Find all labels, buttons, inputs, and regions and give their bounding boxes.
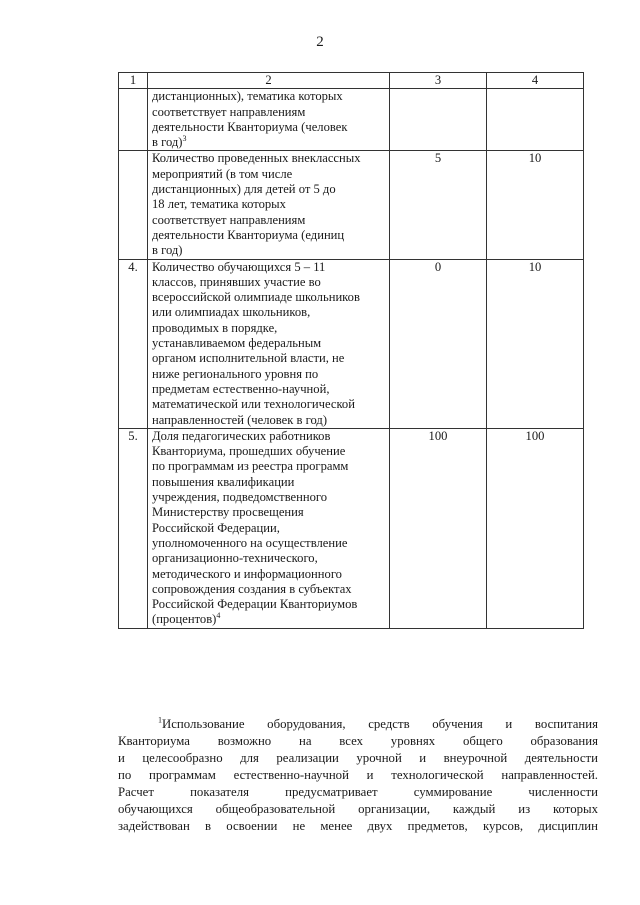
description-line: проводимых в порядке, [152, 320, 278, 335]
description-line: в год) [152, 243, 183, 258]
description-line: математической или технологической [152, 397, 355, 412]
description-line: методического и информационного [152, 566, 342, 581]
footnote-reference: 4 [216, 611, 221, 621]
footnote-line: задействован в освоении не менее двух предметов, курсов, дисциплин [118, 819, 598, 833]
row-number [119, 151, 148, 259]
header-col-4: 4 [487, 73, 584, 89]
table-row [119, 259, 584, 428]
row-description [148, 151, 390, 259]
description-line: Количество проведенных внеклассных [152, 151, 361, 166]
header-col-2: 2 [148, 73, 390, 89]
target-value: 10 [487, 151, 584, 259]
table-header-row [119, 73, 584, 89]
table-row [119, 151, 584, 259]
description-line: мероприятий (в том числе [152, 166, 293, 181]
description-line: учреждения, подведомственного [152, 490, 328, 505]
description-line: деятельности Кванториума (человек [152, 119, 348, 134]
baseline-value [390, 89, 487, 151]
table-row [119, 89, 584, 151]
page-number: 2 [316, 34, 324, 50]
row-number [119, 89, 148, 151]
footnote-line: обучающихся общеобразовательной организации, каждый из которых [118, 802, 598, 816]
description-line: Кванториума, прошедших обучение [152, 444, 346, 459]
description-line: классов, принявших участие во [152, 274, 321, 289]
row-description [148, 259, 390, 428]
baseline-value: 5 [390, 151, 487, 259]
header-col-3: 3 [390, 73, 487, 89]
description-line: сопровождения создания в субъектах [152, 581, 352, 596]
target-value [487, 89, 584, 151]
row-description [148, 428, 390, 628]
description-line: 18 лет, тематика которых [152, 197, 286, 212]
description-line: соответствует направлениям [152, 212, 306, 227]
row-number: 4. [119, 259, 148, 428]
table-row [119, 428, 584, 628]
description-line: организационно-технического, [152, 551, 318, 566]
description-line: соответствует направлениям [152, 104, 306, 119]
description-line: деятельности Кванториума (единиц [152, 227, 345, 242]
description-line: Российской Федерации Кванториумов [152, 597, 358, 612]
footnote [118, 716, 598, 835]
footnote-line: и целесообразно для реализации урочной и внеурочной деятельности [118, 751, 598, 765]
footnote-line: Расчет показателя предусматривает суммирование численности [118, 785, 598, 799]
description-line: ниже регионального уровня по [152, 366, 319, 381]
description-line: предметам естественно-научной, [152, 381, 330, 396]
target-value: 100 [487, 428, 584, 628]
description-line: устанавливаемом федеральным [152, 336, 322, 351]
description-line: Количество обучающихся 5 – 11 [152, 259, 326, 274]
description-line: Российской Федерации, [152, 520, 280, 535]
baseline-value: 100 [390, 428, 487, 628]
footnote-line: Кванториума возможно на всех уровнях общего образования [118, 734, 598, 748]
footnote-line: по программам естественно-научной и технологической направленностей. [118, 768, 598, 782]
description-line: (процентов) [152, 612, 217, 627]
footnote-marker: 1 [158, 715, 162, 725]
row-description [148, 89, 390, 151]
footnote-reference: 3 [182, 134, 187, 143]
description-line: дистанционных) для детей от 5 до [152, 182, 336, 197]
baseline-value: 0 [390, 259, 487, 428]
description-line-with-note [152, 135, 385, 150]
footnote-line [118, 716, 598, 733]
description-line: по программам из реестра программ [152, 459, 349, 474]
description-line: всероссийской олимпиаде школьников [152, 290, 360, 305]
description-line-with-note [152, 612, 385, 627]
description-line: Министерству просвещения [152, 505, 304, 520]
description-line: Доля педагогических работников [152, 428, 331, 443]
description-line: органом исполнительной власти, не [152, 351, 345, 366]
description-line: дистанционных), тематика которых [152, 89, 343, 104]
footnote-text: Использование оборудования, средств обучения и воспитания [162, 717, 598, 731]
description-line: или олимпиадах школьников, [152, 305, 311, 320]
description-line: направленностей (человек в год) [152, 412, 328, 427]
indicators-table [118, 72, 584, 629]
header-col-1: 1 [119, 73, 148, 89]
description-line: в год) [152, 135, 183, 150]
description-line: уполномоченного на осуществление [152, 535, 348, 550]
row-number: 5. [119, 428, 148, 628]
description-line: повышения квалификации [152, 474, 295, 489]
target-value: 10 [487, 259, 584, 428]
